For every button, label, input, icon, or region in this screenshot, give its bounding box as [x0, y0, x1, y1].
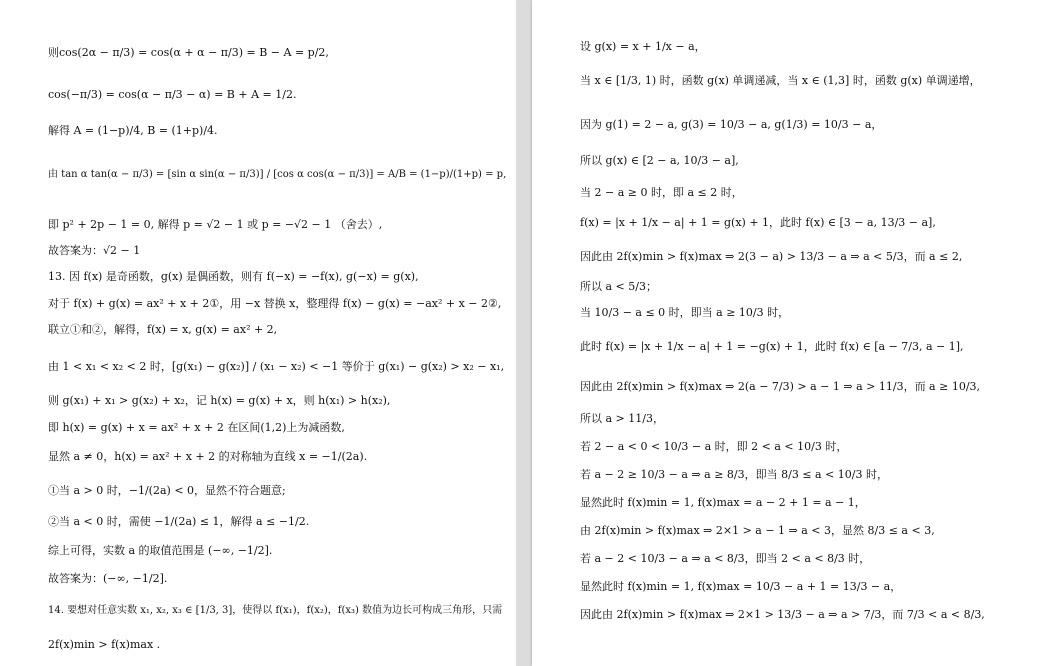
- text-line: 所以 a < 5/3；: [580, 280, 657, 293]
- text-line: 14. 要想对任意实数 x₁, x₂, x₃ ∈ [1/3, 3]，使得以 f(x₁)，f(x₂)，f(x₃) 数值为边长可构成三角形，只需: [48, 605, 503, 616]
- text-line: f(x) = |x + 1/x − a| + 1 = g(x) + 1，此时 f(x) ∈ [3 − a, 13/3 − a],: [580, 216, 936, 229]
- text-line: 故答案为：√2 − 1: [48, 244, 141, 257]
- text-line: 对于 f(x) + g(x) = ax² + x + 2①，用 −x 替换 x，整理得 f(x) − g(x) = −ax² + x − 2②,: [48, 297, 502, 310]
- text-line: 设 g(x) = x + 1/x − a，: [580, 40, 706, 53]
- text-line: 当 2 − a ≥ 0 时，即 a ≤ 2 时，: [580, 186, 743, 199]
- text-line: 由 tan α tan(α − π/3) = [sin α sin(α − π/3)] / [cos α cos(α − π/3)] = A/B = (1−p)/(1+p) = p,: [48, 169, 507, 180]
- left-document-page: [0, 0, 516, 666]
- text-line: 所以 g(x) ∈ [2 − a, 10/3 − a],: [580, 154, 739, 167]
- text-line: 因此由 2f(x)min > f(x)max ⇒ 2(3 − a) > 13/3 − a ⇒ a < 5/3，而 a ≤ 2,: [580, 250, 963, 263]
- text-line: 因此由 2f(x)min > f(x)max ⇒ 2(a − 7/3) > a − 1 ⇒ a > 11/3，而 a ≥ 10/3,: [580, 380, 981, 393]
- text-line: 所以 a > 11/3，: [580, 412, 664, 425]
- text-line: 13. 因 f(x) 是奇函数，g(x) 是偶函数，则有 f(−x) = −f(x), g(−x) = g(x),: [48, 270, 419, 283]
- text-line: 因此由 2f(x)min > f(x)max ⇒ 2×1 > 13/3 − a ⇒ a > 7/3，而 7/3 < a < 8/3,: [580, 608, 985, 621]
- text-line: 由 1 < x₁ < x₂ < 2 时，[g(x₁) − g(x₂)] / (x₁ − x₂) < −1 等价于 g(x₁) − g(x₂) > x₂ − x₁,: [48, 360, 505, 373]
- text-line: ①当 a > 0 时，−1/(2a) < 0，显然不符合题意;: [48, 484, 286, 497]
- text-line: 解得 A = (1−p)/4, B = (1+p)/4.: [48, 124, 218, 137]
- text-line: 2f(x)min > f(x)max .: [48, 638, 161, 651]
- text-line: ②当 a < 0 时，需使 −1/(2a) ≤ 1，解得 a ≤ −1/2.: [48, 515, 310, 528]
- text-line: 则 g(x₁) + x₁ > g(x₂) + x₂，记 h(x) = g(x) + x，则 h(x₁) > h(x₂),: [48, 394, 391, 407]
- text-line: 当 10/3 − a ≤ 0 时，即当 a ≥ 10/3 时，: [580, 306, 790, 319]
- page-gap: [516, 0, 532, 666]
- text-line: 即 h(x) = g(x) + x = ax² + x + 2 在区间(1,2)上为减函数,: [48, 421, 345, 434]
- text-line: 若 a − 2 < 10/3 − a ⇒ a < 8/3，即当 2 < a < 8/3 时，: [580, 552, 871, 565]
- right-document-page: [532, 0, 1044, 666]
- text-line: 显然 a ≠ 0，h(x) = ax² + x + 2 的对称轴为直线 x = −1/(2a).: [48, 450, 368, 463]
- text-line: 若 a − 2 ≥ 10/3 − a ⇒ a ≥ 8/3，即当 8/3 ≤ a < 10/3 时，: [580, 468, 888, 481]
- text-line: 当 x ∈ [1/3, 1) 时，函数 g(x) 单调递减，当 x ∈ (1,3] 时，函数 g(x) 单调递增，: [580, 74, 981, 87]
- text-line: 因为 g(1) = 2 − a, g(3) = 10/3 − a, g(1/3) = 10/3 − a，: [580, 118, 883, 131]
- text-line: 综上可得，实数 a 的取值范围是 (−∞, −1/2].: [48, 544, 273, 557]
- text-line: 此时 f(x) = |x + 1/x − a| + 1 = −g(x) + 1，此时 f(x) ∈ [a − 7/3, a − 1],: [580, 340, 964, 353]
- text-line: 即 p² + 2p − 1 = 0, 解得 p = √2 − 1 或 p = −√2 − 1 （舍去）,: [48, 218, 383, 231]
- text-line: 故答案为：(−∞, −1/2].: [48, 572, 168, 585]
- text-line: 由 2f(x)min > f(x)max ⇒ 2×1 > a − 1 ⇒ a < 3，显然 8/3 ≤ a < 3,: [580, 524, 935, 537]
- text-line: 若 2 − a < 0 < 10/3 − a 时，即 2 < a < 10/3 时，: [580, 440, 848, 453]
- text-line: 显然此时 f(x)min = 1, f(x)max = 10/3 − a + 1 = 13/3 − a，: [580, 580, 902, 593]
- text-line: 则cos(2α − π/3) = cos(α + α − π/3) = B − A = p/2,: [48, 46, 329, 59]
- text-line: 联立①和②，解得，f(x) = x, g(x) = ax² + 2,: [48, 323, 278, 336]
- text-line: 显然此时 f(x)min = 1, f(x)max = a − 2 + 1 = a − 1，: [580, 496, 866, 509]
- text-line: cos(−π/3) = cos(α − π/3 − α) = B + A = 1/2.: [48, 88, 297, 101]
